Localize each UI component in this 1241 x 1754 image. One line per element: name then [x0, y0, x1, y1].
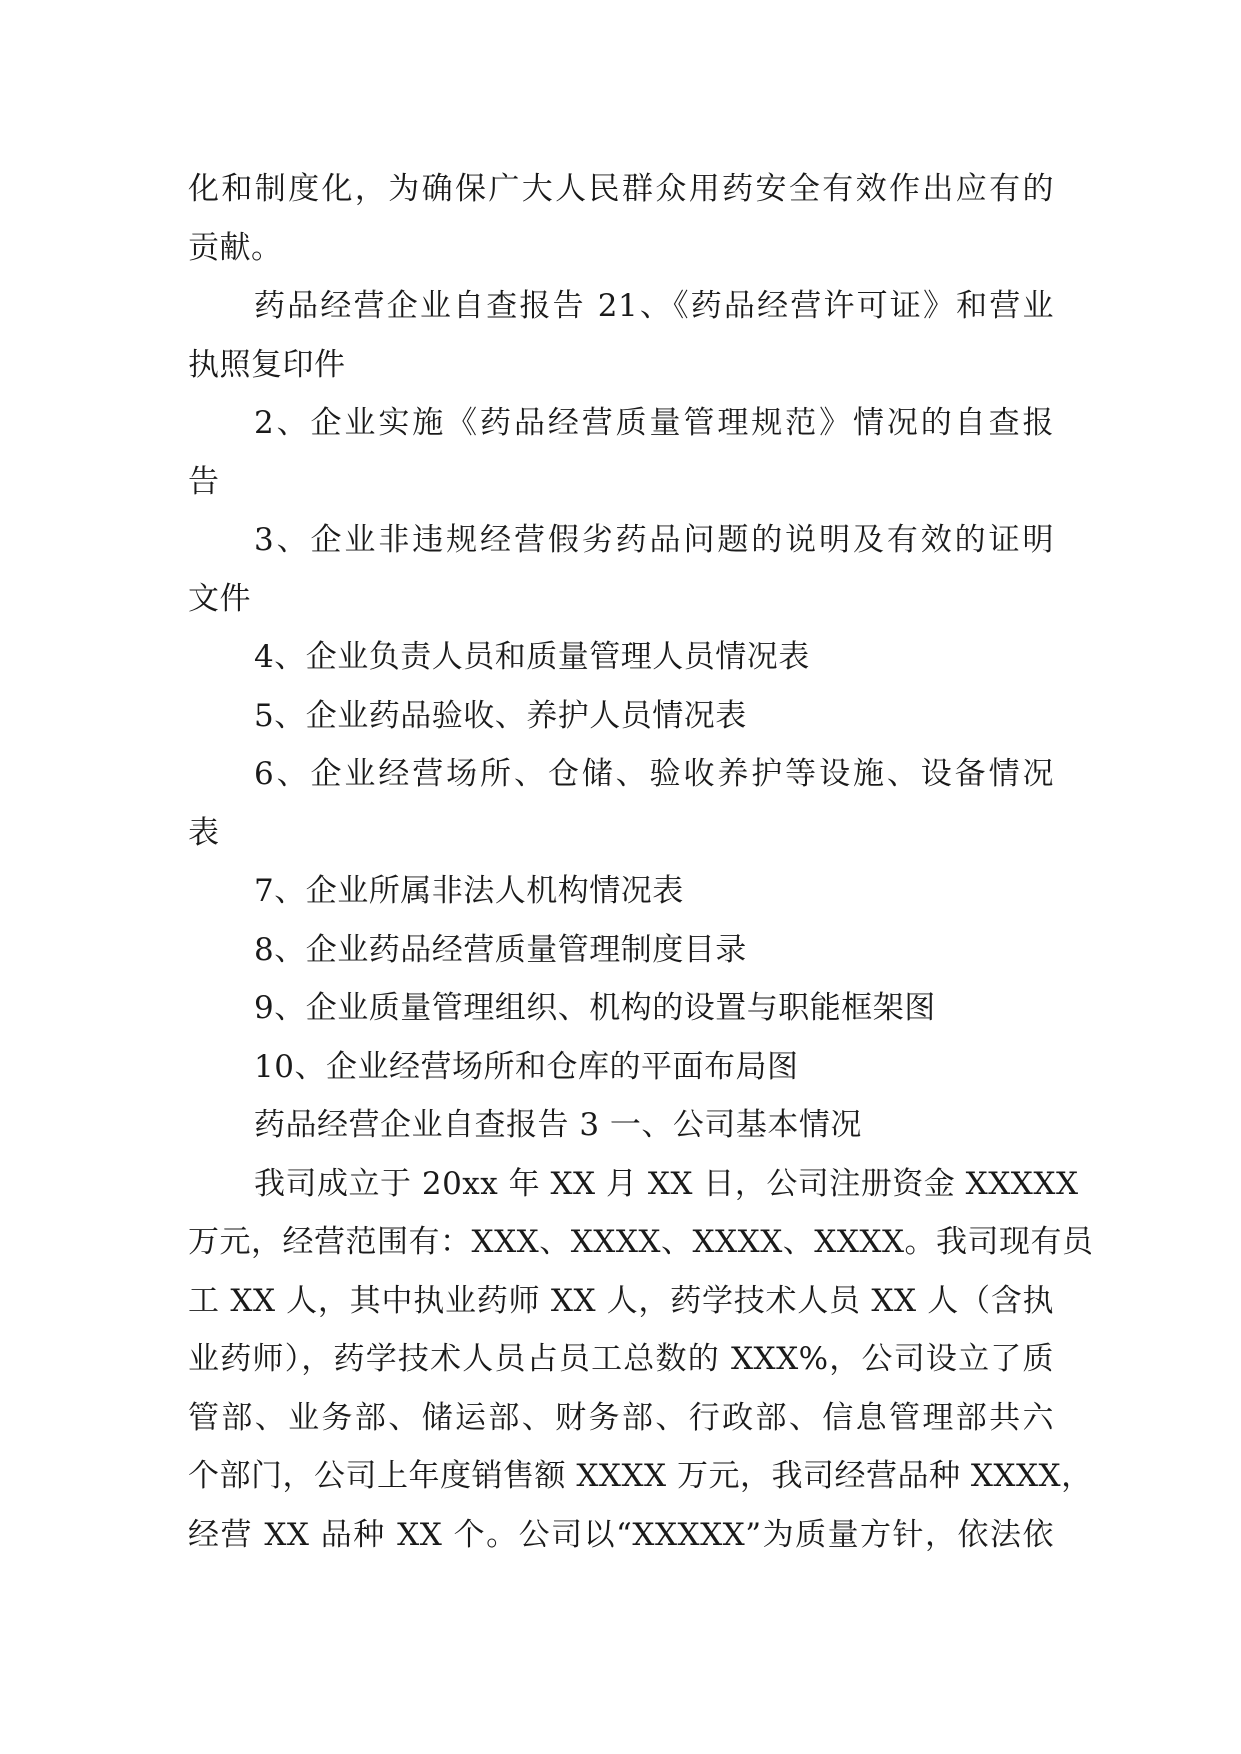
text-line: 告: [188, 463, 220, 500]
text-line: 业药师），药学技术人员占员工总数的 XXX%，公司设立了质: [188, 1341, 1054, 1377]
text-line: 经营 XX 品种 XX 个。公司以“XXXXX”为质量方针，依法依: [188, 1516, 1054, 1553]
text-line: 管部、业务部、储运部、财务部、行政部、信息管理部共六: [188, 1399, 1054, 1436]
text-line: 执照复印件: [188, 346, 346, 383]
text-line: 药品经营企业自查报告 21、《药品经营许可证》和营业: [254, 288, 1054, 324]
section-heading: 药品经营企业自查报告 3 一、公司基本情况: [254, 1107, 862, 1143]
text-line: 表: [188, 814, 220, 851]
text-line: 8、企业药品经营质量管理制度目录: [254, 931, 747, 968]
text-line: 贡献。: [188, 229, 283, 266]
text-line: 工 XX 人，其中执业药师 XX 人，药学技术人员 XX 人（含执: [188, 1282, 1054, 1319]
text-line: 化和制度化，为确保广大人民群众用药安全有效作出应有的: [188, 171, 1054, 207]
text-line: 万元，经营范围有：XXX、XXXX、XXXX、XXXX。我司现有员: [188, 1224, 1094, 1260]
text-line: 10、企业经营场所和仓库的平面布局图: [254, 1048, 799, 1085]
text-line: 5、企业药品验收、养护人员情况表: [254, 697, 747, 734]
text-line: 我司成立于 20xx 年 XX 月 XX 日，公司注册资金 XXXXX: [254, 1165, 1079, 1202]
text-line: 7、企业所属非法人机构情况表: [254, 873, 684, 909]
text-line: 4、企业负责人员和质量管理人员情况表: [254, 639, 810, 675]
text-line: 2、企业实施《药品经营质量管理规范》情况的自查报: [254, 405, 1054, 441]
text-line: 文件: [188, 580, 251, 617]
text-line: 个部门，公司上年度销售额 XXXX 万元，我司经营品种 XXXX，: [188, 1458, 1093, 1494]
text-line: 3、企业非违规经营假劣药品问题的说明及有效的证明: [254, 522, 1054, 558]
document-page: [188, 160, 1094, 1564]
text-line: 9、企业质量管理组织、机构的设置与职能框架图: [254, 990, 936, 1026]
text-line: 6、企业经营场所、仓储、验收养护等设施、设备情况: [254, 756, 1054, 792]
